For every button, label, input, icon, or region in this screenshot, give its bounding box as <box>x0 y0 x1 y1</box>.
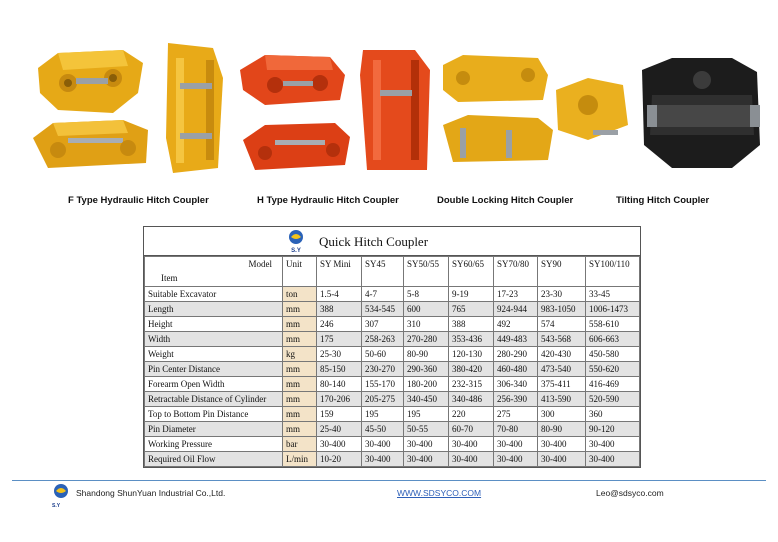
row-value: 550-620 <box>586 362 640 377</box>
row-value: 270-280 <box>404 332 449 347</box>
row-value: 60-70 <box>449 422 494 437</box>
table-row <box>145 347 640 362</box>
row-value: 17-23 <box>494 287 538 302</box>
row-value: 1.5-4 <box>317 287 362 302</box>
row-unit: mm <box>283 392 317 407</box>
row-value: 1006-1473 <box>586 302 640 317</box>
row-value: 30-400 <box>586 437 640 452</box>
row-value: 33-45 <box>586 287 640 302</box>
row-value: 30-400 <box>362 452 404 467</box>
row-value: 600 <box>404 302 449 317</box>
row-value: 275 <box>494 407 538 422</box>
row-unit: L/min <box>283 452 317 467</box>
table-row <box>145 302 640 317</box>
row-value: 924-944 <box>494 302 538 317</box>
table-row <box>145 317 640 332</box>
row-value: 606-663 <box>586 332 640 347</box>
footer-email[interactable]: Leo@sdsyco.com <box>596 488 664 498</box>
double-locking-caption: Double Locking Hitch Coupler <box>437 195 574 206</box>
row-value: 205-275 <box>362 392 404 407</box>
row-item-label: Weight <box>145 347 283 362</box>
spec-grid <box>144 256 640 467</box>
table-title: Quick Hitch Coupler <box>319 234 429 249</box>
row-value: 310 <box>404 317 449 332</box>
header-model: SY90 <box>538 257 586 287</box>
row-unit: mm <box>283 407 317 422</box>
row-value: 10-20 <box>317 452 362 467</box>
row-value: 375-411 <box>538 377 586 392</box>
row-value: 416-469 <box>586 377 640 392</box>
row-value: 30-400 <box>362 437 404 452</box>
row-value: 306-340 <box>494 377 538 392</box>
row-unit: mm <box>283 362 317 377</box>
row-value: 543-568 <box>538 332 586 347</box>
row-value: 85-150 <box>317 362 362 377</box>
row-value: 30-400 <box>404 452 449 467</box>
row-unit: bar <box>283 437 317 452</box>
table-row <box>145 392 640 407</box>
row-value: 30-400 <box>586 452 640 467</box>
row-item-label: Pin Diameter <box>145 422 283 437</box>
header-model: SY100/110 <box>586 257 640 287</box>
spec-table <box>143 226 641 468</box>
row-item-label: Pin Center Distance <box>145 362 283 377</box>
row-value: 70-80 <box>494 422 538 437</box>
row-value: 307 <box>362 317 404 332</box>
row-value: 388 <box>449 317 494 332</box>
f-type-coupler-photo <box>28 38 233 178</box>
row-value: 50-60 <box>362 347 404 362</box>
row-unit: mm <box>283 377 317 392</box>
tilting-coupler-photo <box>632 50 772 180</box>
footer-logo-text: S.Y <box>52 503 61 509</box>
row-value: 50-55 <box>404 422 449 437</box>
row-value: 420-430 <box>538 347 586 362</box>
row-value: 473-540 <box>538 362 586 377</box>
table-title-bar <box>144 227 640 256</box>
header-model-label: Model <box>248 259 272 269</box>
row-value: 574 <box>538 317 586 332</box>
row-value: 340-486 <box>449 392 494 407</box>
row-unit: mm <box>283 302 317 317</box>
row-value: 450-580 <box>586 347 640 362</box>
row-item-label: Retractable Distance of Cylinder <box>145 392 283 407</box>
row-item-label: Suitable Excavator <box>145 287 283 302</box>
row-value: 388 <box>317 302 362 317</box>
logo-text: S.Y <box>291 248 301 253</box>
row-value: 353-436 <box>449 332 494 347</box>
row-value: 30-400 <box>449 437 494 452</box>
row-value: 290-360 <box>404 362 449 377</box>
table-row <box>145 362 640 377</box>
sy-logo-icon <box>285 229 307 253</box>
row-unit: mm <box>283 332 317 347</box>
row-value: 280-290 <box>494 347 538 362</box>
row-value: 25-40 <box>317 422 362 437</box>
table-row <box>145 422 640 437</box>
table-row <box>145 287 640 302</box>
f-type-caption: F Type Hydraulic Hitch Coupler <box>68 195 209 206</box>
header-model: SY60/65 <box>449 257 494 287</box>
footer-divider <box>12 480 766 481</box>
row-unit: ton <box>283 287 317 302</box>
row-item-label: Top to Bottom Pin Distance <box>145 407 283 422</box>
row-item-label: Length <box>145 302 283 317</box>
row-value: 413-590 <box>538 392 586 407</box>
row-value: 25-30 <box>317 347 362 362</box>
row-value: 256-390 <box>494 392 538 407</box>
row-value: 558-610 <box>586 317 640 332</box>
row-value: 246 <box>317 317 362 332</box>
row-value: 80-90 <box>538 422 586 437</box>
header-model: SY50/55 <box>404 257 449 287</box>
row-unit: mm <box>283 317 317 332</box>
header-model: SY70/80 <box>494 257 538 287</box>
h-type-caption: H Type Hydraulic Hitch Coupler <box>257 195 399 206</box>
table-row <box>145 452 640 467</box>
header-row <box>145 257 640 287</box>
row-value: 230-270 <box>362 362 404 377</box>
row-value: 5-8 <box>404 287 449 302</box>
table-row <box>145 437 640 452</box>
row-item-label: Required Oil Flow <box>145 452 283 467</box>
row-value: 30-400 <box>449 452 494 467</box>
row-value: 195 <box>404 407 449 422</box>
row-value: 380-420 <box>449 362 494 377</box>
row-unit: mm <box>283 422 317 437</box>
row-value: 80-90 <box>404 347 449 362</box>
header-item-cell <box>145 257 283 287</box>
header-unit: Unit <box>283 257 317 287</box>
row-value: 258-263 <box>362 332 404 347</box>
footer-website-link[interactable]: WWW.SDSYCO.COM <box>397 488 482 498</box>
row-value: 30-400 <box>404 437 449 452</box>
row-value: 360 <box>586 407 640 422</box>
row-value: 30-400 <box>317 437 362 452</box>
row-value: 159 <box>317 407 362 422</box>
row-value: 120-130 <box>449 347 494 362</box>
double-locking-coupler-photo <box>438 50 633 180</box>
row-value: 765 <box>449 302 494 317</box>
row-item-label: Working Pressure <box>145 437 283 452</box>
row-value: 30-400 <box>494 452 538 467</box>
footer-logo-icon <box>52 483 70 503</box>
row-value: 80-140 <box>317 377 362 392</box>
row-value: 460-480 <box>494 362 538 377</box>
row-value: 195 <box>362 407 404 422</box>
table-row <box>145 332 640 347</box>
row-value: 983-1050 <box>538 302 586 317</box>
row-value: 175 <box>317 332 362 347</box>
row-value: 180-200 <box>404 377 449 392</box>
tilting-caption: Tilting Hitch Coupler <box>616 195 710 206</box>
row-value: 90-120 <box>586 422 640 437</box>
row-item-label: Forearm Open Width <box>145 377 283 392</box>
row-value: 170-206 <box>317 392 362 407</box>
row-value: 449-483 <box>494 332 538 347</box>
row-unit: kg <box>283 347 317 362</box>
row-value: 220 <box>449 407 494 422</box>
row-item-label: Width <box>145 332 283 347</box>
row-value: 155-170 <box>362 377 404 392</box>
row-value: 4-7 <box>362 287 404 302</box>
row-value: 534-545 <box>362 302 404 317</box>
footer-company: Shandong ShunYuan Industrial Co.,Ltd. <box>76 488 226 498</box>
row-value: 300 <box>538 407 586 422</box>
row-value: 30-400 <box>538 452 586 467</box>
row-value: 23-30 <box>538 287 586 302</box>
row-value: 232-315 <box>449 377 494 392</box>
row-value: 45-50 <box>362 422 404 437</box>
header-item-label: Item <box>161 273 178 283</box>
row-value: 340-450 <box>404 392 449 407</box>
row-item-label: Height <box>145 317 283 332</box>
row-value: 9-19 <box>449 287 494 302</box>
header-model: SY45 <box>362 257 404 287</box>
table-row <box>145 377 640 392</box>
header-model: SY Mini <box>317 257 362 287</box>
row-value: 30-400 <box>494 437 538 452</box>
row-value: 492 <box>494 317 538 332</box>
row-value: 520-590 <box>586 392 640 407</box>
h-type-coupler-photo <box>235 45 440 180</box>
table-row <box>145 407 640 422</box>
row-value: 30-400 <box>538 437 586 452</box>
